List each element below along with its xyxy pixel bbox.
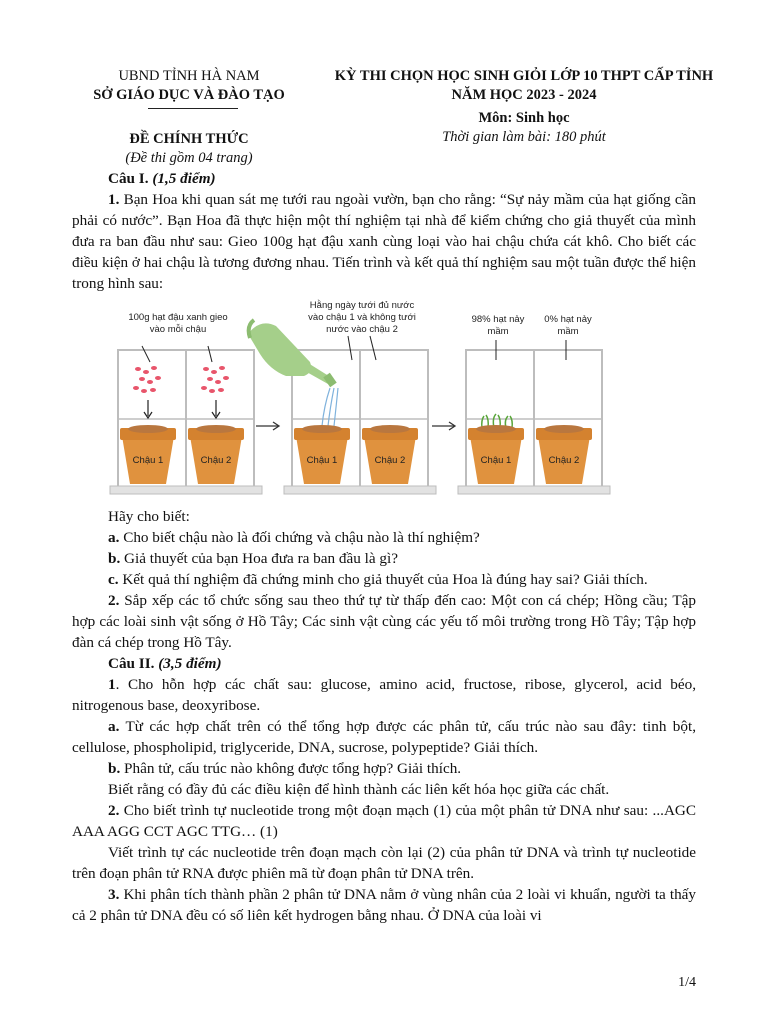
- pot-2-dry: [362, 425, 418, 484]
- page-number: 1/4: [678, 975, 696, 990]
- label-0-line2: mầm: [557, 326, 579, 337]
- q2-sub-b-text: Phân tử, cấu trúc nào không được tổng hợp? Giải thích.: [124, 760, 462, 777]
- question-2-part-2-task: Viết trình tự các nucleotide trên đoạn mạch còn lại (2) của phân tử DNA và trình tự nucleotide trên đoạn phân tử RNA được phiên mã từ đoạn phân tử DNA trên.: [72, 844, 696, 882]
- label-seeds-line2: vào mỗi chậu: [149, 324, 207, 335]
- pot-1-label: Chậu 1: [480, 455, 512, 466]
- time-limit: Thời gian làm bài: 180 phút: [442, 129, 606, 145]
- pot-2-no-sprout: [536, 425, 592, 484]
- panel-watering: [248, 300, 436, 494]
- seed-cluster-2: [201, 366, 229, 393]
- label-water-line3: nước vào chậu 2: [326, 324, 398, 335]
- question-1-subquestions: [72, 506, 696, 926]
- pot-1-sprouted: [468, 425, 524, 484]
- pot-2-label: Chậu 2: [200, 455, 232, 466]
- pot-1-label: Chậu 1: [306, 455, 338, 466]
- sub-a-text: Cho biết chậu nào là đối chứng và chậu nào là thí nghiệm?: [123, 529, 480, 546]
- question-1-part-1-text: Bạn Hoa khi quan sát mẹ tưới rau ngoài vườn, bạn cho rằng: “Sự nảy mầm của hạt giống cần phải có nước”. Bạn Hoa đã thực hiện một thí nghiệm tại nhà để kiểm chứng cho giả thuyết của mình đưa ra ban đầu như sau: Gieo 100g hạt đậu xanh cùng loại vào hai chậu chứa cát khô. Cho biết các điều kiện ở hai chậu là tương đương nhau. Tiến trình và kết quả thí nghiệm sau một tuần được thể hiện trong hình sau:: [72, 191, 696, 292]
- subject: Môn: Sinh học: [478, 110, 570, 126]
- question-2-points: (3,5 điểm): [158, 655, 222, 672]
- pages-note: (Đề thi gồm 04 trang): [125, 150, 253, 166]
- item-number: 1.: [108, 191, 120, 208]
- question-1-title: Câu I.: [108, 170, 149, 187]
- pot-1-label: Chậu 1: [132, 455, 164, 466]
- item-number: 3.: [108, 886, 120, 903]
- question-1-intro: [72, 168, 696, 294]
- label-0-line1: 0% hạt nảy: [544, 314, 592, 325]
- question-2-part-2-text: Cho biết trình tự nucleotide trong một đoạn mạch (1) của một phân tử DNA như sau: ...AGC AAA AGG CCT AGC TTG… (1): [72, 802, 697, 840]
- sub-key: a.: [108, 718, 120, 735]
- conditions-note: Biết rằng có đầy đủ các điều kiện để hình thành các liên kết hóa học giữa các chất.: [108, 781, 610, 798]
- question-2-part-3-text: Khi phân tích thành phần 2 phân tử DNA nằm ở vùng nhân của 2 loài vi khuẩn, người ta thấy cả 2 phân tử DNA đều có số liên kết hydrogen bằng nhau. Ở DNA của loài vi: [72, 886, 696, 924]
- province-committee: UBND TỈNH HÀ NAM: [118, 68, 260, 84]
- item-number: 2.: [108, 592, 120, 609]
- pot-2-label: Chậu 2: [374, 455, 406, 466]
- exam-title: KỲ THI CHỌN HỌC SINH GIỎI LỚP 10 THPT CẤP TỈNH: [334, 68, 714, 84]
- question-2-part-1-text: . Cho hỗn hợp các chất sau: glucose, amino acid, fructose, ribose, glycerol, acid béo, nitrogenous base, deoxyribose.: [72, 676, 696, 714]
- sub-key: b.: [108, 760, 121, 777]
- education-department: SỞ GIÁO DỤC VÀ ĐÀO TẠO: [93, 87, 285, 103]
- sub-key: a.: [108, 529, 120, 546]
- seed-cluster-1: [133, 366, 161, 393]
- label-98-line1: 98% hạt nảy: [471, 314, 525, 325]
- label-seeds-line1: 100g hạt đậu xanh gieo: [128, 312, 228, 323]
- school-year: NĂM HỌC 2023 - 2024: [451, 87, 597, 103]
- label-water-line1: Hằng ngày tưới đủ nước: [309, 300, 415, 311]
- item-number: 1: [108, 676, 116, 693]
- label-98-line2: mầm: [487, 326, 509, 337]
- ask-prompt: Hãy cho biết:: [108, 508, 190, 525]
- question-1-part-2-text: Sắp xếp các tổ chức sống sau theo thứ tự từ thấp đến cao: Một con cá chép; Hồng cầu; Tập hợp các loài sinh vật sống ở Hồ Tây; Các sinh vật cùng các yếu tố môi trường trong Hồ Tây; Tập hợp đàn cá chép trong Hồ Tây.: [72, 592, 696, 651]
- pot-1: [120, 425, 176, 484]
- sub-c-text: Kết quả thí nghiệm đã chứng minh cho giả thuyết của Hoa là đúng hay sai? Giải thích.: [122, 571, 648, 588]
- pot-1-watered: [294, 425, 350, 484]
- question-1-points: (1,5 điểm): [152, 170, 216, 187]
- official-label: ĐỀ CHÍNH THỨC: [129, 131, 249, 147]
- arrow-2: [432, 422, 455, 430]
- arrow-1: [256, 422, 279, 430]
- sub-key: b.: [108, 550, 121, 567]
- experiment-figure: [100, 296, 700, 502]
- q2-sub-a-text: Từ các hợp chất trên có thể tổng hợp được các phân tử, cấu trúc nào sau đây: tinh bột, cellulose, phospholipid, triglyceride, DNA, sucrose, polypeptide? Giải thích.: [72, 718, 696, 756]
- sub-key: c.: [108, 571, 119, 588]
- sub-b-text: Giả thuyết của bạn Hoa đưa ra ban đầu là gì?: [124, 550, 398, 567]
- item-number: 2.: [108, 802, 120, 819]
- panel-sowing: [110, 312, 262, 494]
- pot-2: [188, 425, 244, 484]
- pot-2-label: Chậu 2: [548, 455, 580, 466]
- question-2-title: Câu II.: [108, 655, 155, 672]
- panel-result: [458, 314, 610, 494]
- header-right: [326, 67, 722, 147]
- header-divider: [148, 108, 238, 109]
- water-stream: [322, 388, 338, 426]
- label-water-line2: vào chậu 1 và không tưới: [308, 312, 416, 323]
- header-left: [72, 67, 306, 105]
